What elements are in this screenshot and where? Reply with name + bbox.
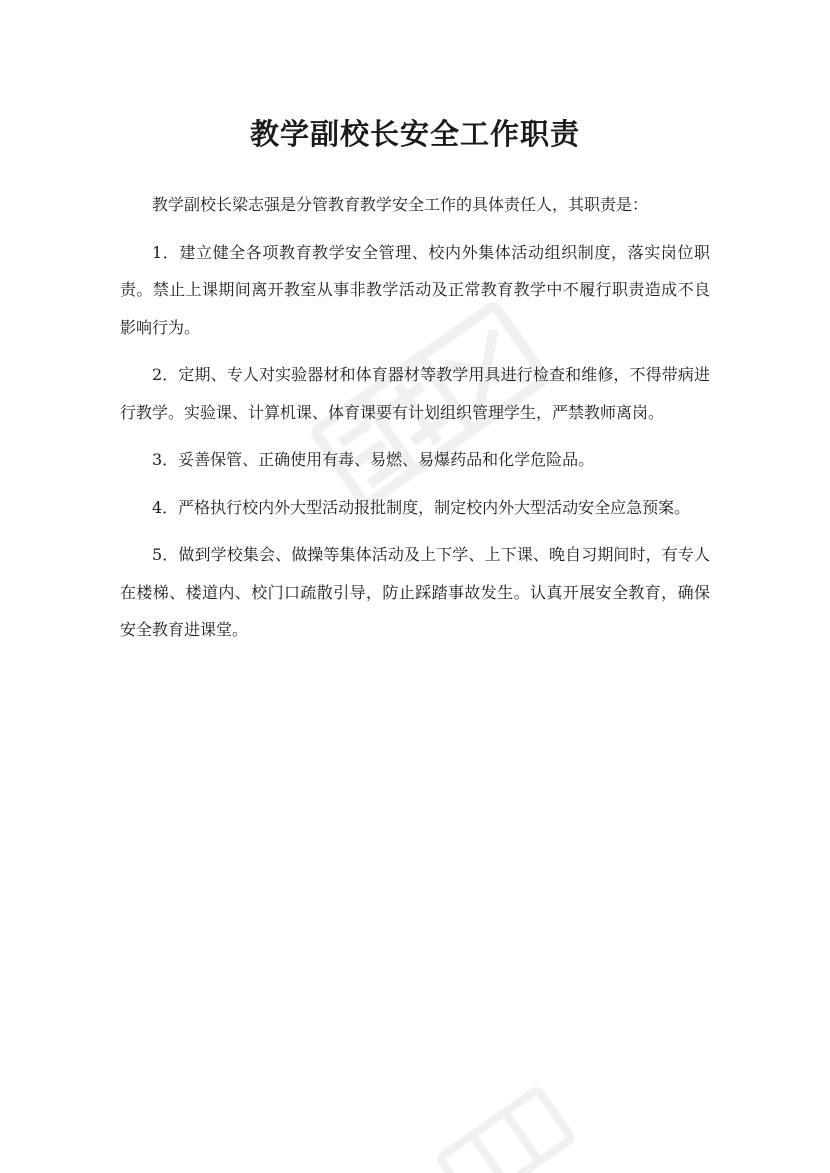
document-title: 教学副校长安全工作职责 [249,117,580,151]
watermark-logo-bottom [420,1080,580,1173]
duty-item-5: 5．做到学校集会、做操等集体活动及上下学、上下课、晚自习期间时，有专人在楼梯、楼道内、校门口疏散引导，防止踩踏事故发生。认真开展安全教育，确保安全教育进课堂。 [120,545,710,639]
duty-item-2: 2．定期、专人对实验器材和体育器材等教学用具进行检查和维修，不得带病进行教学。实验课、计算机课、体育课要有计划组织管理学生，严禁教师离岗。 [120,365,710,422]
duty-item-4: 4．严格执行校内外大型活动报批制度，制定校内外大型活动安全应急预案。 [152,497,691,517]
document-body [120,186,710,659]
duty-item-3: 3．妥善保管、正确使用有毒、易燃、易爆药品和化学危险品。 [152,450,595,469]
duty-item-1: 1．建立健全各项教育教学安全管理、校内外集体活动组织制度，落实岗位职责。禁止上课期间离开教室从事非教学活动及正常教育教学中不履行职责造成不良影响行为。 [120,242,710,337]
intro-paragraph: 教学副校长梁志强是分管教育教学安全工作的具体责任人，其职责是： [152,195,649,214]
